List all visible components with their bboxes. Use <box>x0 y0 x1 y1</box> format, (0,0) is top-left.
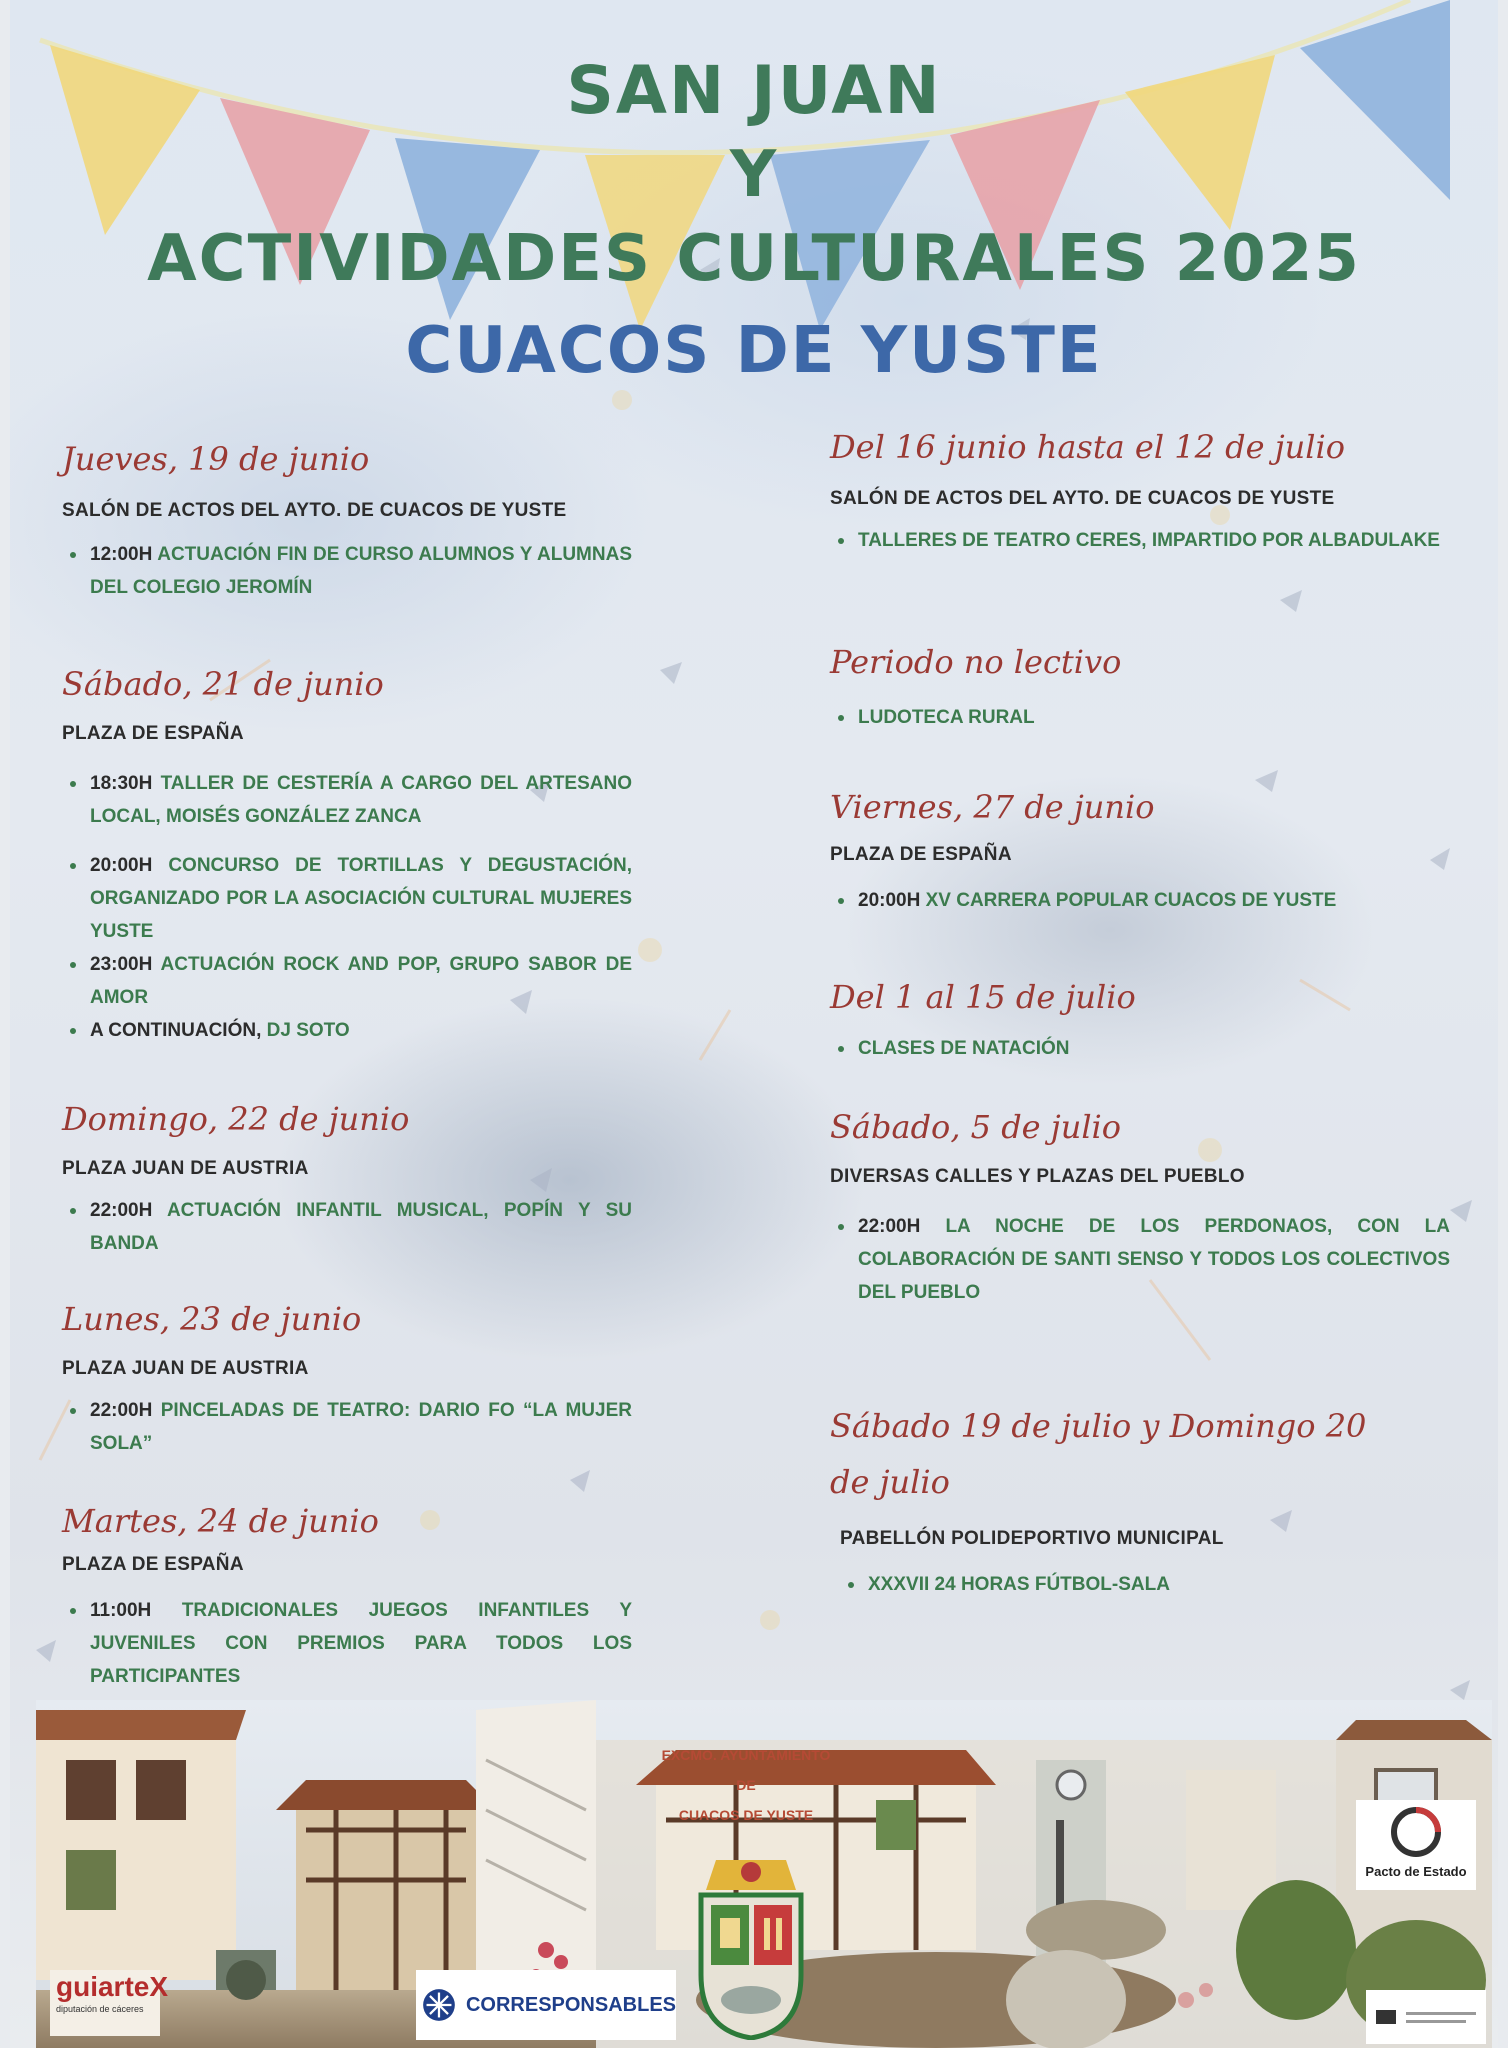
corresponsables-label: CORRESPONSABLES <box>465 1993 676 2016</box>
event-day: Viernes, 27 de junio <box>830 788 1155 826</box>
item-time: 22:00H <box>858 1216 921 1237</box>
event-items <box>830 884 1450 917</box>
item-text: LA NOCHE DE LOS PERDONAOS, CON LA COLABORACIÓN DE SANTI SENSO Y TODOS LOS COLECTIVOS DEL PUEBLO <box>858 1216 1451 1303</box>
event-venue: PABELLÓN POLIDEPORTIVO MUNICIPAL <box>840 1528 1224 1549</box>
item-text: XXXVII 24 HORAS FÚTBOL-SALA <box>868 1574 1170 1595</box>
event-day: Del 16 junio hasta el 12 de julio <box>830 428 1346 466</box>
event-venue: DIVERSAS CALLES Y PLAZAS DEL PUEBLO <box>830 1166 1245 1187</box>
item-time: 22:00H <box>90 1400 153 1421</box>
federation-logo <box>1366 1990 1486 2044</box>
event-day: Sábado, 21 de junio <box>62 665 384 703</box>
event-items <box>830 1032 1450 1065</box>
event-lunes-23 <box>62 1300 632 1460</box>
title-y: Y <box>729 138 779 212</box>
list-item <box>62 767 632 833</box>
event-talleres-teatro <box>830 428 1450 557</box>
event-venue: PLAZA JUAN DE AUSTRIA <box>62 1158 309 1179</box>
list-item <box>62 849 632 948</box>
event-sabado-5 <box>830 1108 1450 1309</box>
item-text: LUDOTECA RURAL <box>858 707 1035 728</box>
list-item <box>62 538 632 604</box>
event-venue: SALÓN DE ACTOS DEL AYTO. DE CUACOS DE YUSTE <box>62 500 567 521</box>
event-day: Sábado 19 de julio y Domingo 20 de julio <box>830 1407 1367 1501</box>
event-day: Periodo no lectivo <box>830 643 1122 681</box>
event-items <box>62 1394 632 1460</box>
event-periodo-no-lectivo <box>830 643 1450 734</box>
event-natacion <box>830 978 1450 1065</box>
guiartex-logo <box>50 1970 169 2036</box>
event-items <box>62 1594 632 1693</box>
item-time: 11:00H <box>90 1600 152 1621</box>
title-activities: ACTIVIDADES CULTURALES 2025 <box>147 222 1361 296</box>
event-venue: PLAZA DE ESPAÑA <box>830 844 1012 865</box>
list-item <box>830 1210 1450 1309</box>
item-time: 20:00H <box>90 855 153 876</box>
event-day: Lunes, 23 de junio <box>62 1300 362 1338</box>
event-martes-24 <box>62 1502 632 1693</box>
pacto-estado-logo <box>1356 1800 1476 1890</box>
item-text: PINCELADAS DE TEATRO: DARIO FO “LA MUJER SOLA” <box>90 1400 632 1454</box>
event-items <box>62 1194 632 1260</box>
item-time: 20:00H <box>858 890 921 911</box>
event-items <box>830 1210 1450 1309</box>
item-text: TALLER DE CESTERÍA A CARGO DEL ARTESANO LOCAL, MOISÉS GONZÁLEZ ZANCA <box>90 773 632 827</box>
list-item <box>840 1568 1390 1601</box>
council-line: CUACOS DE YUSTE <box>678 1807 814 1823</box>
event-domingo-22 <box>62 1100 632 1260</box>
event-items <box>830 524 1450 557</box>
event-jueves-19 <box>62 440 632 604</box>
list-item <box>62 1194 632 1260</box>
event-sabado-21 <box>62 665 632 1047</box>
council-line: DE <box>736 1777 756 1793</box>
poster <box>10 0 1498 2048</box>
list-item <box>62 1394 632 1460</box>
list-item <box>62 1594 632 1693</box>
corresponsables-logo <box>416 1970 676 2040</box>
council-name <box>646 1740 846 1830</box>
event-items <box>62 767 632 1047</box>
item-time: 18:30H <box>90 773 153 794</box>
item-text: CONCURSO DE TORTILLAS Y DEGUSTACIÓN, ORGANIZADO POR LA ASOCIACIÓN CULTURAL MUJERES YUSTE <box>90 855 633 942</box>
federation-icon <box>1366 1990 1486 2044</box>
list-item <box>62 1014 632 1047</box>
item-text: ACTUACIÓN ROCK AND POP, GRUPO SABOR DE AMOR <box>90 954 632 1008</box>
item-text: ACTUACIÓN INFANTIL MUSICAL, POPÍN Y SU BANDA <box>90 1200 632 1254</box>
event-day: Jueves, 19 de junio <box>62 440 370 478</box>
list-item <box>830 701 1450 734</box>
item-text: XV CARRERA POPULAR CUACOS DE YUSTE <box>925 890 1337 911</box>
event-day: Domingo, 22 de junio <box>62 1100 410 1138</box>
event-items <box>62 538 632 604</box>
item-text: DJ SOTO <box>266 1020 350 1041</box>
list-item <box>830 524 1450 557</box>
item-text: TRADICIONALES JUEGOS INFANTILES Y JUVENILES CON PREMIOS PARA TODOS LOS PARTICIPANTES <box>90 1600 633 1687</box>
pacto-ring-icon <box>1388 1804 1444 1860</box>
coat-of-arms-icon <box>696 1860 806 2040</box>
event-futbol-sala <box>830 1398 1390 1601</box>
item-time: A CONTINUACIÓN, <box>90 1020 262 1041</box>
title-town: CUACOS DE YUSTE <box>405 314 1103 388</box>
event-viernes-27 <box>830 788 1450 917</box>
item-time: 23:00H <box>90 954 153 975</box>
list-item <box>830 1032 1450 1065</box>
list-item <box>62 948 632 1014</box>
item-text: ACTUACIÓN FIN DE CURSO ALUMNOS Y ALUMNAS DEL COLEGIO JEROMÍN <box>90 544 632 598</box>
footer-painting <box>36 1700 1492 2048</box>
event-venue: PLAZA DE ESPAÑA <box>62 723 244 744</box>
council-line: EXCMO. AYUNTAMIENTO <box>661 1747 831 1763</box>
title-san-juan: SAN JUAN <box>566 52 942 129</box>
item-text: CLASES DE NATACIÓN <box>858 1038 1070 1059</box>
pacto-label: Pacto de Estado <box>1365 1864 1467 1879</box>
event-day: Del 1 al 15 de julio <box>830 978 1136 1016</box>
event-venue: SALÓN DE ACTOS DEL AYTO. DE CUACOS DE YUSTE <box>830 488 1335 509</box>
event-venue: PLAZA DE ESPAÑA <box>62 1554 244 1575</box>
snowflake-icon <box>422 1975 456 2035</box>
item-time: 12:00H <box>90 544 153 565</box>
item-text: TALLERES DE TEATRO CERES, IMPARTIDO POR ALBADULAKE <box>858 530 1440 551</box>
event-day: Sábado, 5 de julio <box>830 1108 1122 1146</box>
event-items <box>830 1568 1390 1601</box>
guiartex-name: guiarteX <box>56 1971 169 2002</box>
list-item <box>830 884 1450 917</box>
event-items <box>830 701 1450 734</box>
event-venue: PLAZA JUAN DE AUSTRIA <box>62 1358 309 1379</box>
item-time: 22:00H <box>90 1200 153 1221</box>
guiartex-subtitle: diputación de cáceres <box>56 2004 144 2014</box>
event-day: Martes, 24 de junio <box>62 1502 379 1540</box>
